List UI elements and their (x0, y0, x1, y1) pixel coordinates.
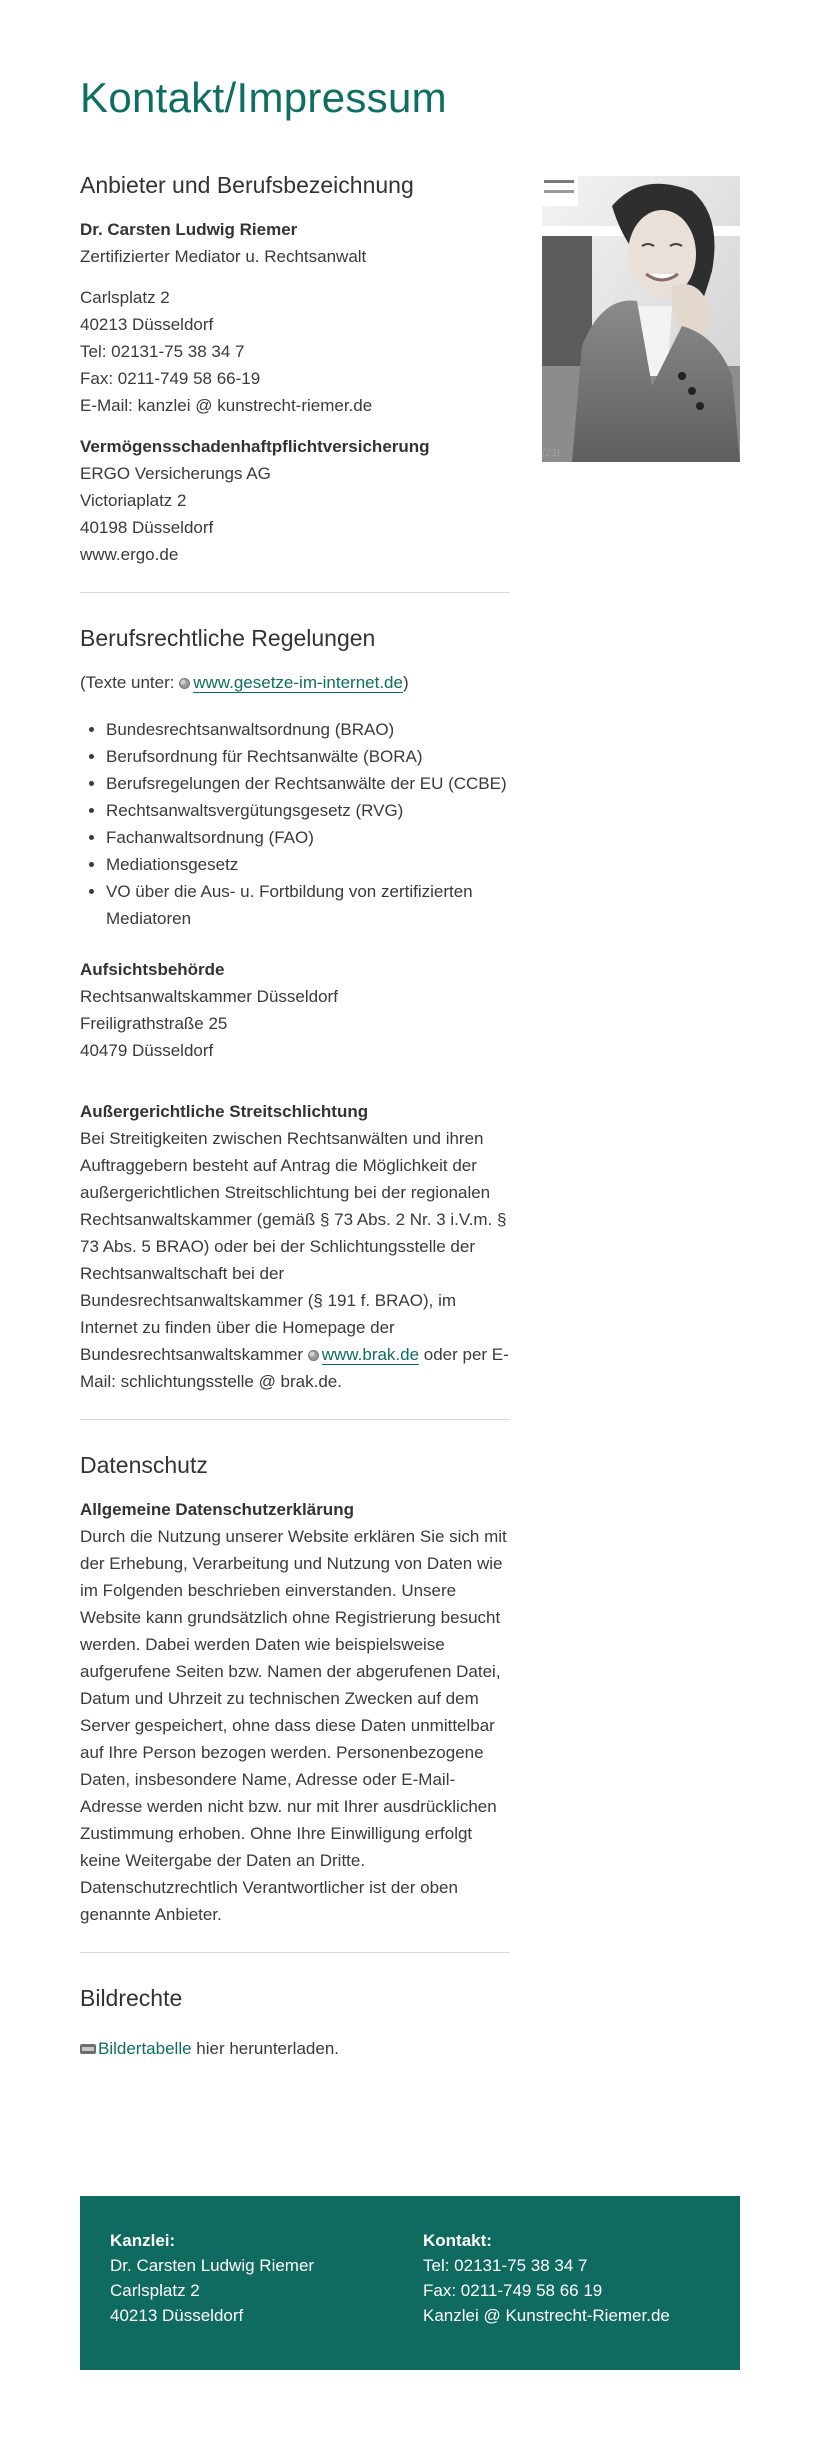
brak-link[interactable]: www.brak.de (321, 1345, 420, 1364)
list-item: • Fachanwaltsordnung (FAO) (106, 824, 510, 851)
footer-line: 40213 Düsseldorf (110, 2306, 244, 2325)
footer-kontakt-heading: Kontakt: (423, 2231, 492, 2250)
list-item: • Bundesrechtsanwaltsordnung (BRAO) (106, 716, 510, 743)
streit-heading: Außergerichtliche Streitschlichtung (80, 1102, 369, 1121)
streit-text (80, 1125, 510, 1395)
anbieter-section (80, 170, 510, 568)
gesetze-link[interactable]: www.gesetze-im-internet.de (193, 673, 403, 692)
bildrechte-section (80, 1983, 510, 2062)
main-content (80, 170, 510, 2062)
streit-body: Bei Streitigkeiten zwischen Rechtsanwälten und ihren Auftraggebern besteht auf Antrag die Möglichkeit der außergerichtlichen Streitschlichtung bei der regionalen Rechtsanwaltskammer (gemäß § 73 Abs. 2 Nr. 3 i.V.m. § 73 Abs. 5 BRAO) oder bei der Schlichtungsstelle der Rechtsanwaltschaft bei der Bundesrechtsanwaltskammer (§ 191 f. BRAO), im Internet zu finden über die Homepage der Bundesrechtsanwaltskammer (80, 1129, 507, 1364)
footer-line: Fax: 0211-749 58 66 19 (423, 2281, 603, 2300)
insurance-line: www.ergo.de (80, 545, 179, 564)
list-item: • Berufsordnung für Rechtsanwälte (BORA) (106, 743, 510, 770)
datenschutz-section (80, 1450, 510, 1928)
photo-caption: (23) (542, 448, 560, 459)
divider (80, 1952, 510, 1953)
page-title: Kontakt/Impressum (80, 74, 447, 121)
footer-line: Carlsplatz 2 (110, 2281, 200, 2300)
streit-suffix: oder per E-Mail: schlichtungsstelle @ brak.de. (80, 1345, 509, 1391)
aufsicht-block (80, 956, 510, 1064)
insurance-block (80, 433, 510, 568)
footer (80, 2196, 740, 2370)
footer-kanzlei (110, 2228, 314, 2328)
globe-icon (308, 1350, 319, 1361)
footer-line: Kanzlei @ Kunstrecht-Riemer.de (423, 2306, 670, 2325)
list-item: • Berufsregelungen der Rechtsanwälte der EU (CCBE) (106, 770, 510, 797)
bildertabelle-link[interactable]: Bildertabelle (98, 2039, 192, 2058)
bildrechte-heading: Bildrechte (80, 1985, 183, 2011)
berufsrecht-heading: Berufsrechtliche Regelungen (80, 625, 376, 651)
insurance-line: ERGO Versicherungs AG (80, 464, 271, 483)
portrait-photo (542, 176, 740, 462)
texte-line (80, 669, 510, 696)
address-line: Carlsplatz 2 (80, 288, 170, 307)
texte-prefix: (Texte unter: (80, 673, 180, 692)
anbieter-name: Dr. Carsten Ludwig Riemer (80, 220, 298, 239)
tel-line: Tel: 02131-75 38 34 7 (80, 342, 245, 361)
aufsicht-line: Rechtsanwaltskammer Düsseldorf (80, 987, 338, 1006)
aufsicht-heading: Aufsichtsbehörde (80, 960, 225, 979)
datenschutz-subheading: Allgemeine Datenschutzerklärung (80, 1500, 354, 1519)
list-item: • Rechtsanwaltsvergütungsgesetz (RVG) (106, 797, 510, 824)
footer-line: Dr. Carsten Ludwig Riemer (110, 2256, 315, 2275)
streit-block (80, 1098, 510, 1395)
footer-line: Tel: 02131-75 38 34 7 (423, 2256, 588, 2275)
download-file-icon (80, 2044, 96, 2054)
footer-kanzlei-heading: Kanzlei: (110, 2231, 176, 2250)
texte-suffix: ) (402, 673, 409, 692)
insurance-heading: Vermögensschadenhaftpflichtversicherung (80, 437, 430, 456)
insurance-line: 40198 Düsseldorf (80, 518, 214, 537)
datenschutz-text: Durch die Nutzung unserer Website erklären Sie sich mit der Erhebung, Verarbeitung und Nutzung von Daten wie im Folgenden beschrieben einverstanden. Unsere Website kann grundsätzlich ohne Registrierung besucht werden. Dabei werden Daten wie beispielsweise aufgerufene Seiten bzw. Namen der abgerufenen Datei, Datum und Uhrzeit zu technischen Zwecken auf dem Server gespeichert, ohne dass diese Daten unmittelbar auf Ihre Person bezogen werden. Personenbezogene Daten, insbesondere Name, Adresse oder E-Mail-Adresse werden nicht bzw. nur mit Ihrer ausdrücklichen Zustimmung erhoben. Ohne Ihre Einwilligung erfolgt keine Weitergabe der Daten an Dritte. Datenschutzrechtlich Verantwortlicher ist der oben genannte Anbieter. (80, 1527, 507, 1924)
anbieter-title: Zertifizierter Mediator u. Rechtsanwalt (80, 247, 367, 266)
list-item: • Mediationsgesetz (106, 851, 510, 878)
globe-icon (179, 678, 190, 689)
insurance-line: Victoriaplatz 2 (80, 491, 187, 510)
anbieter-identity (80, 216, 510, 270)
regulations-list (80, 716, 510, 932)
aufsicht-line: Freiligrathstraße 25 (80, 1014, 228, 1033)
divider (80, 592, 510, 593)
anbieter-contact (80, 284, 510, 419)
bildrechte-line (80, 2035, 510, 2062)
datenschutz-heading: Datenschutz (80, 1452, 208, 1478)
anbieter-heading: Anbieter und Berufsbezeichnung (80, 172, 414, 198)
berufsrecht-section (80, 623, 510, 1395)
aufsicht-line: 40479 Düsseldorf (80, 1041, 214, 1060)
bildrechte-suffix: hier herunterladen. (191, 2039, 339, 2058)
email-line: E-Mail: kanzlei @ kunstrecht-riemer.de (80, 396, 373, 415)
footer-kontakt (423, 2228, 670, 2328)
fax-line: Fax: 0211-749 58 66-19 (80, 369, 261, 388)
divider (80, 1419, 510, 1420)
address-line: 40213 Düsseldorf (80, 315, 214, 334)
list-item: • VO über die Aus- u. Fortbildung von zertifizierten Mediatoren (106, 878, 510, 932)
